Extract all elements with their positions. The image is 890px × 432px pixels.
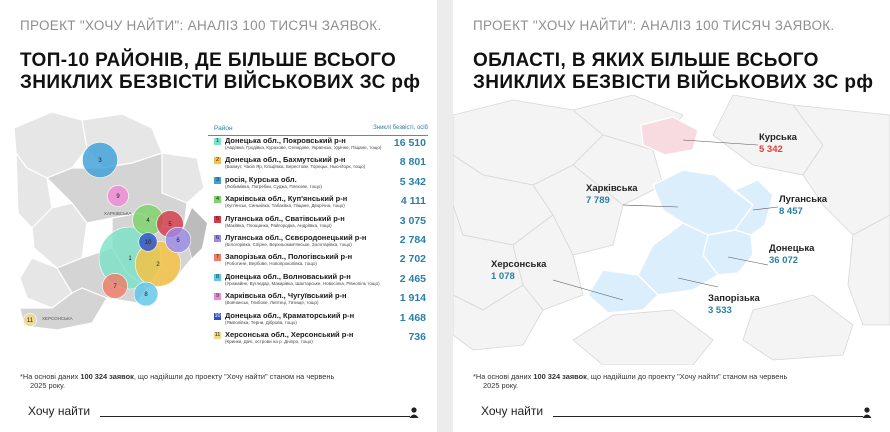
row-value: 8 801: [399, 156, 426, 169]
table-row: [208, 311, 428, 330]
footnote-bold: 100 324 заявок: [80, 372, 134, 381]
row-places: (Авдіївка, Гродівка, Курахове, Селидове, Українськ, Удачне, Піщане, тощо): [225, 145, 382, 150]
bubble-label: 11: [26, 318, 34, 324]
row-value: 736: [408, 330, 426, 343]
header-missing: Зниклі безвісті, осіб: [373, 125, 428, 131]
row-badge: 10: [214, 312, 221, 319]
row-badge: 1: [215, 138, 220, 144]
bubble-label: 7: [113, 284, 117, 290]
row-badge: 6: [215, 234, 220, 241]
row-value: 5 342: [399, 175, 426, 188]
table-row: [208, 291, 428, 310]
signature-line: [100, 416, 410, 417]
row-places: (Куп'янськ, Синьківка, Табаєвка, Піщане, Дворічна, тощо): [225, 203, 345, 209]
row-value: 4 111: [400, 195, 426, 208]
row-district: Луганська обл., Сєвєродонецький р-н: [225, 232, 367, 242]
region-value: 5 342: [759, 144, 783, 155]
row-places: (Роботине, Вербове, Новопрокопівка, тощо): [225, 261, 317, 267]
region-value: 1 078: [491, 271, 515, 282]
bubble-label: 2: [156, 262, 160, 268]
district-map: [12, 108, 208, 338]
title-line-2: ЗНИКЛИХ БЕЗВІСТИ ВІЙСЬКОВИХ ЗС рф: [20, 72, 421, 93]
region-label-luhansk: [779, 194, 827, 217]
row-places: (Вовчанськ, Глибоке, Липтеці, Гатище, тощо): [225, 300, 319, 306]
region-label-kharkiv: [586, 183, 638, 206]
district-table: [208, 112, 428, 349]
bubble-label: 10: [144, 240, 152, 246]
region-value: 8 457: [779, 206, 803, 217]
row-district: Луганська обл., Сватівський р-н: [225, 213, 345, 223]
region-value: 3 533: [708, 305, 732, 316]
row-district: Донецька обл., Бахмутський р-н: [225, 155, 346, 165]
row-value: 16 510: [393, 137, 426, 149]
region-name: Донецька: [769, 243, 815, 254]
footnote: [20, 372, 334, 390]
row-badge: 3: [215, 176, 220, 183]
title-line-1: ТОП-10 РАЙОНІВ, ДЕ БІЛЬШЕ ВСЬОГО: [20, 50, 397, 71]
bubble-label: 9: [116, 194, 120, 200]
row-badge: 11: [214, 331, 221, 338]
footnote-line2: 2025 року.: [483, 381, 519, 390]
bubble-label: 3: [98, 158, 102, 164]
row-district: Донецька обл., Краматорський р-н: [225, 310, 355, 320]
footnote-pre: *На основі даних: [473, 372, 534, 381]
row-district: Донецька обл., Покровський р-н: [225, 136, 346, 145]
chart-title: [20, 50, 420, 94]
row-badge: 8: [215, 273, 220, 280]
row-places: (Урожайне, Вугледар, Макарівка, Шахтарське, Новосілка, Рівнопіль тощо): [225, 280, 380, 286]
left-panel: [0, 0, 437, 432]
row-badge: 9: [215, 293, 220, 300]
header-district: Район: [214, 125, 233, 132]
region-value: 36 072: [769, 255, 799, 266]
row-places: (Білогорівка, Спірне, Верхньокам'янське, Золотарівка, тощо): [225, 241, 352, 247]
map-label-kherson: ХЕРСОНСЬКА: [42, 316, 73, 321]
person-icon: [862, 407, 872, 418]
footnote-pre: *На основі даних: [20, 372, 81, 381]
region-value: 7 789: [586, 195, 610, 206]
region-label-zaporizhzhia: [708, 293, 760, 316]
row-badge: 5: [215, 215, 220, 222]
table-header: [208, 112, 428, 136]
row-district: Запорізька обл., Пологівський р-н: [225, 252, 353, 262]
chart-title-right: [473, 50, 873, 94]
row-district: Харківська обл., Куп'янський р-н: [225, 194, 348, 204]
table-row: [208, 330, 428, 349]
bubble-label: 4: [146, 218, 150, 224]
footnote-right: [473, 372, 787, 390]
region-name: Курська: [759, 132, 797, 143]
row-badge: 2: [215, 157, 220, 164]
row-district: росія, Курська обл.: [225, 174, 297, 184]
row-badge: 4: [215, 196, 220, 203]
region-name: Луганська: [779, 194, 828, 205]
footnote-post: , що надійшли до проекту "Хочу найти" станом на червень: [586, 372, 788, 381]
footnote-line2: 2025 року.: [30, 381, 66, 390]
region-label-kursk: [759, 132, 797, 155]
row-places: (Макіївка, Площанка, Райгородка, Андріївка, тощо): [225, 222, 332, 228]
bubble-label: 6: [176, 238, 180, 244]
row-value: 3 075: [399, 214, 426, 227]
region-label-donetsk: [769, 243, 814, 266]
table-row: [208, 194, 428, 213]
row-badge: 7: [215, 254, 220, 261]
table-row: [208, 272, 428, 291]
title-right-line-1: ОБЛАСТІ, В ЯКИХ БІЛЬШЕ ВСЬОГО: [473, 50, 819, 71]
title-right-line-2: ЗНИКЛИХ БЕЗВІСТИ ВІЙСЬКОВИХ ЗС рф: [473, 72, 874, 93]
signature-label-right: Хочу найти: [481, 404, 544, 418]
table-row: [208, 214, 428, 233]
row-places: (Бахмут, Часів Яр, Кліщіївка, Берестове, Торецьк, Нью-Йорк, тощо): [225, 164, 366, 170]
row-places: (Ямполівка, Терни, Діброва, тощо): [225, 319, 297, 325]
signature-label: Хочу найти: [28, 404, 91, 418]
row-value: 2 465: [399, 272, 426, 285]
row-district: Донецька обл., Волноваський р-н: [225, 271, 351, 281]
row-places: (Кринки, Дачі, острови на р. Дніпро, тощо): [225, 338, 313, 344]
row-value: 2 784: [399, 233, 426, 246]
table-row: [208, 155, 428, 174]
table-row: [208, 233, 428, 252]
right-panel: [453, 0, 890, 432]
bubble-label: 1: [128, 256, 132, 262]
map-label-kharkiv: ХАРКІВСЬКА: [104, 211, 132, 216]
region-name: Харківська: [586, 183, 638, 194]
oblast-map: [453, 95, 890, 365]
row-value: 2 702: [399, 253, 426, 266]
footnote-post: , що надійшли до проекту "Хочу найти" станом на червень: [133, 372, 335, 381]
project-heading: ПРОЕКТ "ХОЧУ НАЙТИ": АНАЛІЗ 100 ТИСЯЧ ЗАЯВОК.: [20, 18, 382, 33]
row-places: (Любимівка, Погребки, Суджа, Плехове, тощо): [225, 183, 322, 189]
project-heading-right: ПРОЕКТ "ХОЧУ НАЙТИ": АНАЛІЗ 100 ТИСЯЧ ЗАЯВОК.: [473, 18, 835, 33]
bubble-label: 5: [168, 222, 172, 228]
row-value: 1 914: [399, 292, 426, 305]
region-name: Херсонська: [491, 259, 547, 270]
footnote-bold: 100 324 заявок: [533, 372, 587, 381]
table-row: [208, 136, 428, 155]
row-value: 1 468: [399, 311, 426, 324]
signature-line-right: [553, 416, 863, 417]
table-rows: [208, 136, 428, 349]
region-label-kherson: [491, 259, 546, 282]
bubble-label: 8: [144, 292, 148, 298]
row-district: Херсонська обл., Херсонський р-н: [225, 329, 354, 339]
table-row: [208, 175, 428, 194]
table-row: [208, 252, 428, 271]
person-icon: [409, 407, 419, 418]
row-district: Харківська обл., Чугуївський р-н: [225, 291, 347, 301]
region-name: Запорізька: [708, 293, 760, 304]
